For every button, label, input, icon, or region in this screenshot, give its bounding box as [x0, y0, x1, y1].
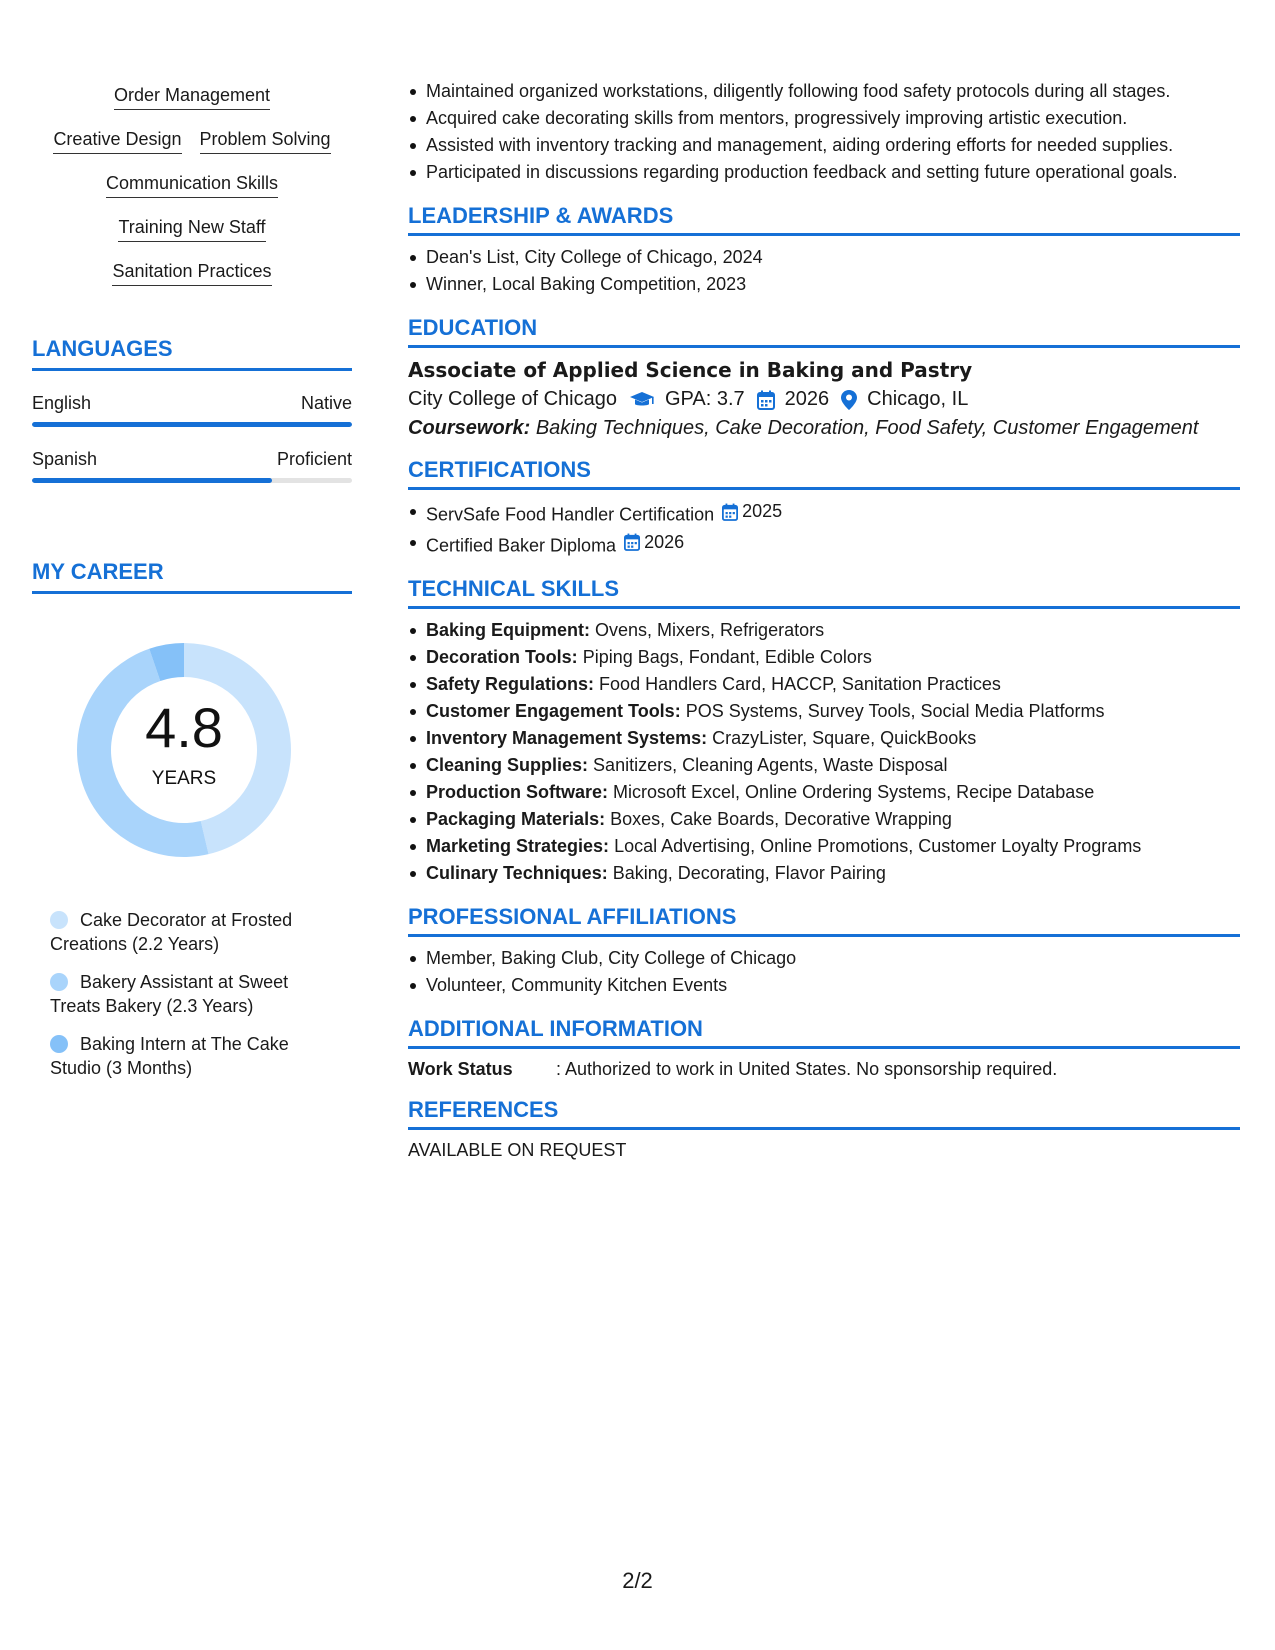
- technical-skill-value: Sanitizers, Cleaning Agents, Waste Disposal: [593, 755, 948, 775]
- work-status-row: [408, 1059, 1240, 1080]
- page-number: 2/2: [622, 1568, 653, 1593]
- certification-name: ServSafe Food Handler Certification: [426, 504, 715, 525]
- education-heading: EDUCATION: [408, 315, 1240, 348]
- skill-row: [32, 260, 352, 286]
- language-level: Native: [300, 393, 352, 413]
- technical-skill-value: Food Handlers Card, HACCP, Sanitation Practices: [599, 674, 1001, 694]
- language-proficiency-bar: [32, 422, 352, 427]
- experience-bullets: [408, 78, 1240, 186]
- technical-skills-list: [408, 617, 1240, 887]
- technical-skill-item: [426, 833, 1240, 860]
- languages-list: [32, 393, 352, 483]
- career-legend-item: [50, 970, 340, 1018]
- education-degree: Associate of Applied Science in Baking and Pastry: [408, 358, 973, 382]
- technical-skill-label: Marketing Strategies:: [426, 836, 610, 856]
- education-gpa: GPA: 3.7: [665, 388, 745, 410]
- technical-skill-item: [426, 671, 1240, 698]
- career-legend-item: [50, 908, 340, 956]
- technical-skill-label: Cleaning Supplies:: [426, 755, 589, 775]
- leadership-item: Dean's List, City College of Chicago, 2024: [426, 244, 1240, 271]
- career-total-unit: YEARS: [151, 768, 217, 789]
- legend-dot: [50, 911, 68, 929]
- technical-skill-label: Decoration Tools:: [426, 647, 578, 667]
- language-proficiency-fill: [32, 478, 272, 483]
- skill-tag: Order Management: [114, 84, 270, 110]
- certifications-list: [408, 498, 1240, 559]
- certification-year: 2026: [644, 531, 685, 552]
- skill-tag: Problem Solving: [200, 128, 331, 154]
- technical-skill-value: POS Systems, Survey Tools, Social Media Platforms: [685, 701, 1105, 721]
- language-item: [32, 449, 352, 483]
- technical-skill-label: Safety Regulations:: [426, 674, 595, 694]
- education-coursework: [408, 417, 1240, 440]
- skill-row: [32, 216, 352, 242]
- calendar-icon: [757, 390, 775, 410]
- education-school: City College of Chicago: [408, 388, 617, 410]
- technical-skill-value: Local Advertising, Online Promotions, Customer Loyalty Programs: [614, 836, 1142, 856]
- legend-dot: [50, 1035, 68, 1053]
- affiliation-item: Member, Baking Club, City College of Chicago: [426, 945, 1240, 972]
- career-total-years: 4.8: [145, 696, 223, 759]
- technical-skill-item: [426, 752, 1240, 779]
- calendar-icon: [624, 533, 644, 551]
- additional-info-heading: ADDITIONAL INFORMATION: [408, 1016, 1240, 1049]
- affiliations-heading: PROFESSIONAL AFFILIATIONS: [408, 904, 1240, 937]
- skill-tag: Training New Staff: [118, 216, 265, 242]
- certification-date: [624, 529, 684, 556]
- technical-skill-value: Ovens, Mixers, Refrigerators: [595, 620, 825, 640]
- skill-tag: Communication Skills: [106, 172, 278, 198]
- career-heading: MY CAREER: [32, 559, 352, 594]
- career-donut-chart: [64, 630, 304, 870]
- technical-skill-label: Customer Engagement Tools:: [426, 701, 681, 721]
- language-name: Spanish: [32, 449, 98, 469]
- technical-skill-value: Piping Bags, Fondant, Edible Colors: [582, 647, 872, 667]
- technical-skill-label: Culinary Techniques:: [426, 863, 608, 883]
- language-row: [32, 449, 352, 470]
- experience-bullet: Participated in discussions regarding production feedback and setting future operational goals.: [426, 159, 1240, 186]
- technical-skills-heading: TECHNICAL SKILLS: [408, 576, 1240, 609]
- technical-skill-value: Boxes, Cake Boards, Decorative Wrapping: [610, 809, 952, 829]
- references-text: AVAILABLE ON REQUEST: [408, 1140, 627, 1160]
- experience-bullet: Assisted with inventory tracking and management, aiding ordering efforts for needed supplies.: [426, 132, 1240, 159]
- technical-skill-value: Baking, Decorating, Flavor Pairing: [612, 863, 886, 883]
- leadership-heading: LEADERSHIP & AWARDS: [408, 203, 1240, 236]
- left-column: [32, 84, 352, 1094]
- certification-item: [426, 498, 1240, 529]
- location-pin-icon: [841, 390, 857, 410]
- experience-bullet: Maintained organized workstations, diligently following food safety protocols during all stages.: [426, 78, 1240, 105]
- language-item: [32, 393, 352, 427]
- work-status-value: : Authorized to work in United States. No sponsorship required.: [556, 1059, 1058, 1079]
- skill-tag: Creative Design: [53, 128, 181, 154]
- language-name: English: [32, 393, 92, 413]
- technical-skill-item: [426, 644, 1240, 671]
- certification-year: 2025: [742, 501, 783, 521]
- career-legend-label: Cake Decorator at Frosted Creations (2.2 Years): [50, 910, 293, 954]
- technical-skill-label: Baking Equipment:: [426, 620, 591, 640]
- technical-skill-item: [426, 806, 1240, 833]
- education-details: [408, 388, 1240, 411]
- skill-row: [32, 128, 352, 154]
- experience-bullet: Acquired cake decorating skills from mentors, progressively improving artistic execution.: [426, 105, 1240, 132]
- language-row: [32, 393, 352, 414]
- affiliations-list: [408, 945, 1240, 999]
- skills-list: [32, 84, 352, 286]
- technical-skill-item: [426, 779, 1240, 806]
- career-legend: [50, 908, 340, 1080]
- certification-item: [426, 529, 1240, 560]
- technical-skill-label: Inventory Management Systems:: [426, 728, 708, 748]
- technical-skill-item: [426, 860, 1240, 887]
- leadership-list: [408, 244, 1240, 298]
- career-donut-center: [64, 630, 304, 870]
- technical-skill-item: [426, 617, 1240, 644]
- skill-row: [32, 84, 352, 110]
- leadership-item: Winner, Local Baking Competition, 2023: [426, 271, 1240, 298]
- technical-skill-label: Production Software:: [426, 782, 609, 802]
- career-legend-label: Baking Intern at The Cake Studio (3 Months): [50, 1034, 289, 1078]
- language-proficiency-bar: [32, 478, 352, 483]
- right-column: [408, 78, 1240, 1161]
- certification-date: [722, 498, 782, 525]
- language-proficiency-fill: [32, 422, 352, 427]
- references-heading: REFERENCES: [408, 1097, 1240, 1130]
- skill-tag: Sanitation Practices: [112, 260, 271, 286]
- education-location: Chicago, IL: [867, 388, 969, 410]
- technical-skill-value: CrazyLister, Square, QuickBooks: [712, 728, 977, 748]
- language-level: Proficient: [276, 449, 352, 469]
- skill-row: [32, 172, 352, 198]
- work-status-label: Work Status: [408, 1059, 513, 1079]
- graduation-cap-icon: [629, 391, 655, 409]
- languages-heading: LANGUAGES: [32, 336, 352, 371]
- career-legend-item: [50, 1032, 340, 1080]
- affiliation-item: Volunteer, Community Kitchen Events: [426, 972, 1240, 999]
- technical-skill-label: Packaging Materials:: [426, 809, 606, 829]
- technical-skill-value: Microsoft Excel, Online Ordering Systems, Recipe Database: [613, 782, 1095, 802]
- certifications-heading: CERTIFICATIONS: [408, 457, 1240, 490]
- coursework-label: Coursework:: [408, 417, 531, 439]
- technical-skill-item: [426, 698, 1240, 725]
- calendar-icon: [722, 503, 742, 521]
- career-legend-label: Bakery Assistant at Sweet Treats Bakery (2.3 Years): [50, 972, 289, 1016]
- coursework-value: Baking Techniques, Cake Decoration, Food Safety, Customer Engagement: [535, 417, 1199, 439]
- legend-dot: [50, 973, 68, 991]
- education-year: 2026: [784, 388, 830, 410]
- technical-skill-item: [426, 725, 1240, 752]
- certification-name: Certified Baker Diploma: [426, 535, 617, 555]
